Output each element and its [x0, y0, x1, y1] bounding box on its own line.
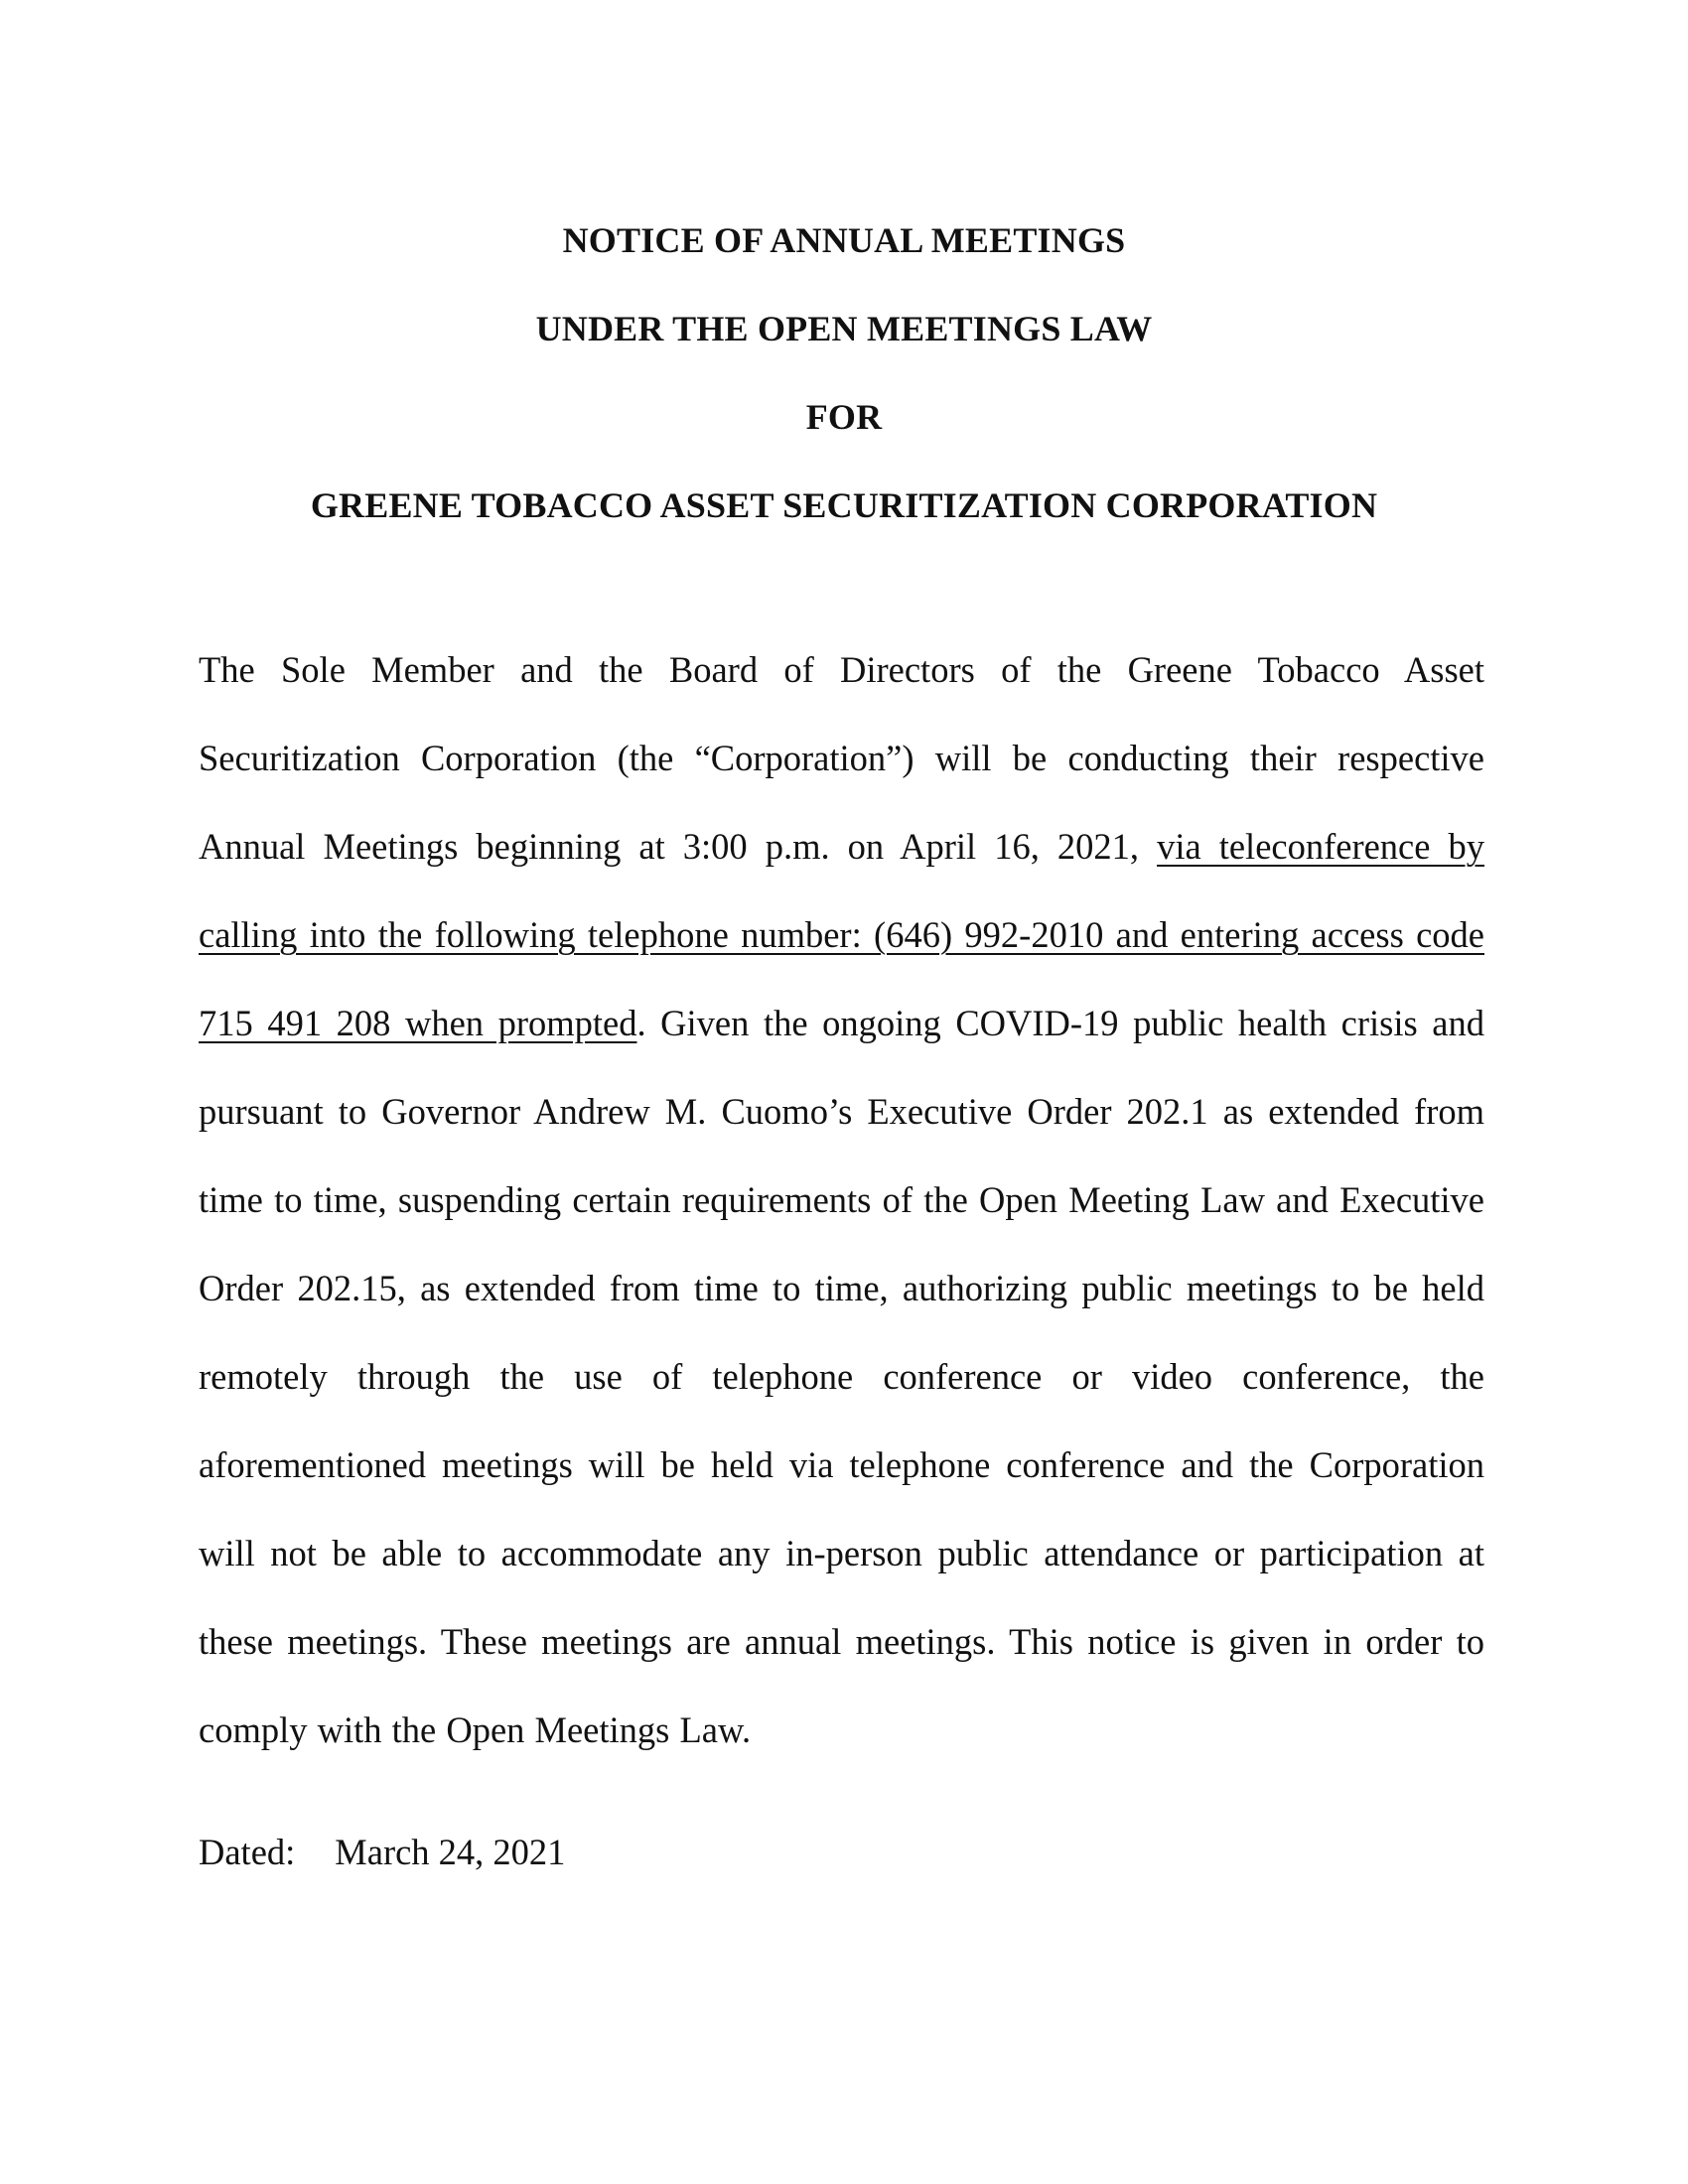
dated-date: March 24, 2021 — [335, 1832, 566, 1872]
title-line-3: FOR — [805, 397, 883, 437]
teleconference-instructions: via teleconference by calling into the following telephone number: (646) 992-2010 and entering access code 715 491 208 when prompted — [199, 826, 1484, 1043]
dated-line — [199, 1823, 565, 1882]
notice-body — [199, 625, 1484, 1774]
title-line-1: NOTICE OF ANNUAL MEETINGS — [562, 220, 1126, 260]
body-text-part-2: . Given the ongoing COVID-19 public health crisis and pursuant to Governor Andrew M. Cuomo’s Executive Order 202.1 as extended from time to time, suspending certain requirements of the Open Meeting Law and Executive Order 202.15, as extended from time to time, authorizing public meetings to be held remotely through the use of telephone conference or video conference, the aforementioned meetings will be held via telephone conference and the Corporation will not be able to accommodate any in-person public attendance or participation at these meetings. These meetings are annual meetings. This notice is given in order to comply with the Open Meetings Law. — [199, 1003, 1484, 1750]
notice-title — [0, 197, 1688, 550]
body-text-part-1: The Sole Member and the Board of Directors of the Greene Tobacco Asset Securitization Corporation (the “Corporation”) will be conducting their respective Annual Meetings beginning at 3:00 p.m. on April 16, 2021, — [199, 649, 1484, 867]
dated-label: Dated: — [199, 1832, 296, 1872]
title-line-2: UNDER THE OPEN MEETINGS LAW — [535, 309, 1153, 348]
title-line-4: GREENE TOBACCO ASSET SECURITIZATION CORPORATION — [310, 485, 1378, 525]
